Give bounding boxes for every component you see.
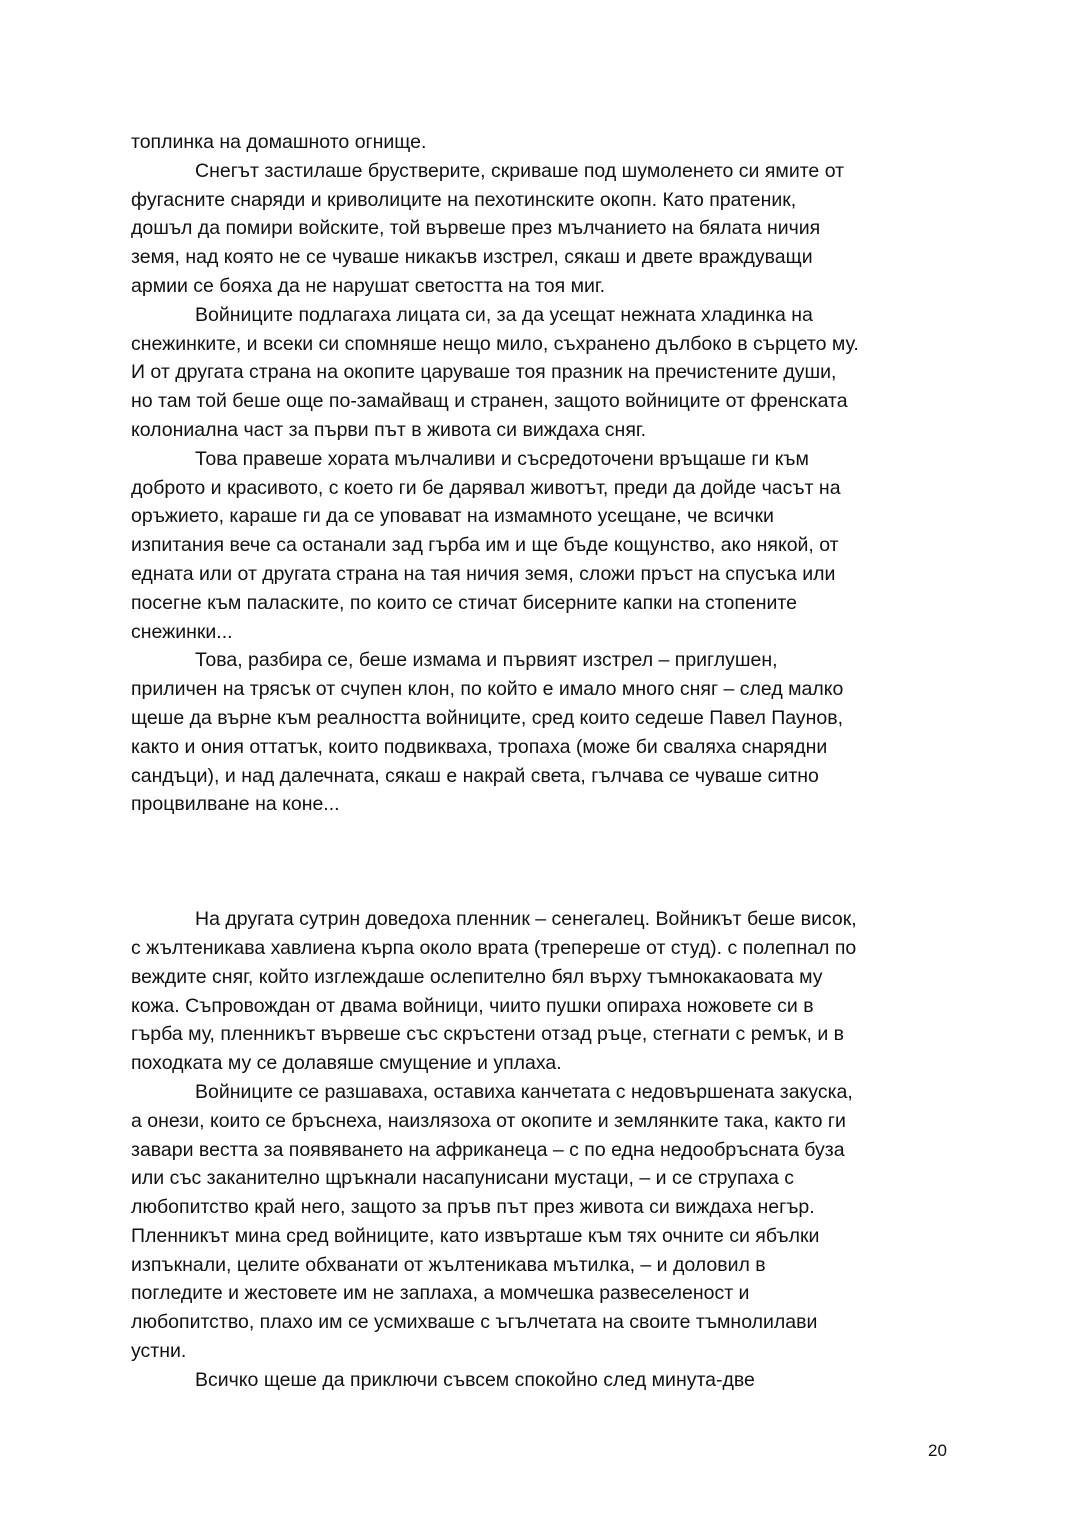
paragraph-8: Всичко щеше да приключи съвсем спокойно след минута-две: [195, 1368, 755, 1391]
page-number: 20: [928, 1441, 947, 1460]
paragraph-3: Войниците подлагаха лицата си, за да усещат нежната хладинка на снежинките, и всеки си спомняше нещо мило, съхранено дълбоко в сърцето му. И от другата страна на окопите царуваше тоя празник на пречистените души, но там той беше още по-замайващ и странен, защото войниците от френската колониална част за първи път в живота си виждаха сняг.: [131, 303, 859, 441]
paragraph-7: Войниците се разшаваха, оставиха канчетата с недовършената закуска, а онези, които се бръснеха, наизлязоха от окопите и землянките така, както ги завари вестта за появяването на африканеца – с по една недообръсната буза или със заканително щръкнали насапунисани мустаци, – и се струпаха с любопитство край него, защото за пръв път през живота си виждаха негър. Пленникът мина сред войниците, като извърташе към тях очните си ябълки изпъкнали, целите обхванати от жълтеникава мътилка, – и доловил в погледите и жестовете им не заплаха, а момчешка развеселеност и любопитство, плахо им се усмихваше с ъгълчетата на своите тъмнолилави устни.: [131, 1080, 853, 1363]
paragraph-2: Снегът застилаше брустверите, скриваше под шумоленето си ямите от фугасните снаряди и криволиците на пехотинските окопн. Като пратеник, дошъл да помири войските, той вървеше през мълчанието на бялата ничия земя, над която не се чуваше никакъв изстрел, сякаш и двете враждуващи армии се бояха да не нарушат светостта на тоя миг.: [131, 159, 845, 297]
paragraph-4: Това правеше хората мълчаливи и съсредоточени връщаше ги към доброто и красивото, с което ги бе дарявал животът, преди да дойде часът на оръжието, караше ги да се уповават на измамното усещане, че всички изпитания вече са останали зад гърба им и ще бъде кощунство, ако някой, от едната или от другата страна на тая ничия земя, сложи пръст на спусъка или посегне към паласките, по които се стичат бисерните капки на стопените снежинки...: [131, 447, 841, 643]
page-body: [131, 128, 951, 1395]
paragraph-1: топлинка на домашното огнище.: [131, 131, 427, 153]
paragraph-5: Това, разбира се, беше измама и първият изстрел – приглушен, приличен на трясък от счупен клон, по който е имало много сняг – след малко щеше да върне към реалността войниците, сред които седеше Павел Паунов, както и ония оттатък, които подвикваха, тропаха (може би сваляха снарядни сандъци), и над далечната, сякаш е накрай света, гълчава се чуваше ситно процвилване на коне...: [131, 649, 844, 816]
section-break: [131, 819, 951, 905]
paragraph-6: На другата сутрин доведоха пленник – сенегалец. Войникът беше висок, с жълтеникава хавлиена кърпа около врата (трепереше от студ). с полепнал по веждите сняг, който изглеждаше ослепително бял върху тъмнокакаовата му кожа. Съпровождан от двама войници, чиито пушки опираха ножовете си в гърба му, пленникът вървеше със скръстени отзад ръце, стегнати с ремък, и в походката му се долавяше смущение и уплаха.: [131, 908, 857, 1075]
